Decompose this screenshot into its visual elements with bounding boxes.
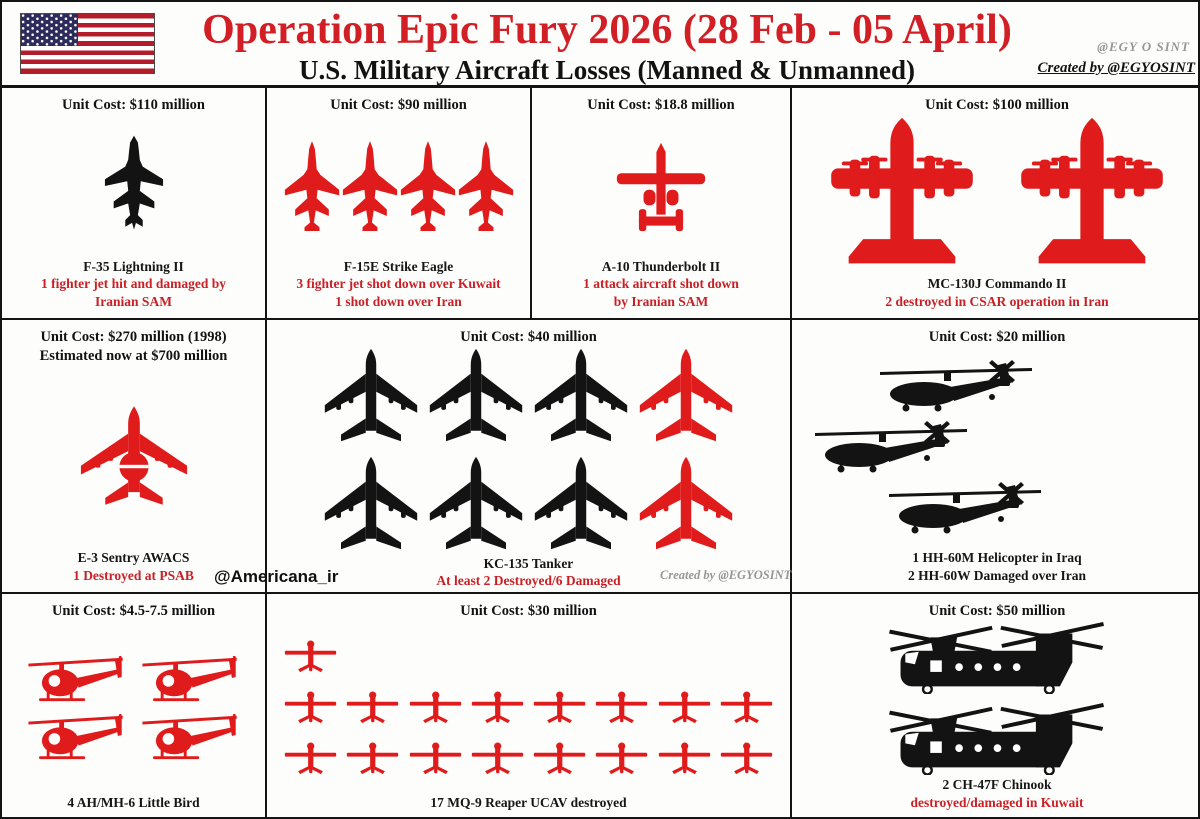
header bbox=[2, 2, 1200, 88]
hh60-icon bbox=[880, 359, 1032, 415]
watermark-americana: @Americana_ir bbox=[214, 567, 339, 586]
mq9-icon bbox=[283, 637, 338, 675]
icon-area-a10 bbox=[536, 115, 786, 258]
icon-row bbox=[283, 139, 515, 235]
mq9-icon bbox=[345, 688, 400, 726]
aircraft-name: 2 CH-47F Chinook bbox=[942, 777, 1052, 793]
loss-line: 3 fighter jet shot down over Kuwait bbox=[296, 276, 501, 292]
loss-line: by Iranian SAM bbox=[613, 293, 709, 309]
unit-cost-label bbox=[925, 96, 1069, 115]
cell-ch47 bbox=[792, 594, 1200, 819]
unit-cost-label bbox=[460, 602, 597, 621]
loss-line: 1 attack aircraft shot down bbox=[583, 276, 739, 292]
icon-row bbox=[777, 420, 1200, 476]
mq9-icon bbox=[657, 739, 712, 777]
mq9-icon bbox=[345, 739, 400, 777]
watermark-kc135-credit: Created by @EGYOSINT bbox=[660, 568, 792, 582]
unit-cost-text-2: Estimated now at $700 million bbox=[39, 347, 228, 364]
icon-row bbox=[828, 115, 1166, 275]
f15-icon bbox=[399, 139, 457, 235]
aircraft-name: A-10 Thunderbolt II bbox=[601, 259, 721, 275]
unit-cost-label bbox=[929, 328, 1066, 347]
unit-cost-text: Unit Cost: $4.5-7.5 million bbox=[51, 603, 216, 619]
caption-e3 bbox=[73, 549, 194, 584]
mq9-icon bbox=[470, 688, 525, 726]
mq9-icon bbox=[408, 688, 463, 726]
icon-row bbox=[321, 455, 736, 555]
f35-icon bbox=[103, 133, 165, 241]
caption-hh60 bbox=[908, 549, 1086, 584]
icon-area-littlebird bbox=[6, 621, 261, 794]
f15-icon bbox=[457, 139, 515, 235]
icon-row bbox=[881, 622, 1113, 694]
mq9-icon bbox=[283, 688, 338, 726]
unit-cost-label bbox=[52, 602, 215, 621]
f15-icon bbox=[283, 139, 341, 235]
kc135-icon bbox=[531, 455, 631, 555]
page-subtitle: U.S. Military Aircraft Losses (Manned & Unmanned) bbox=[299, 55, 915, 85]
caption-mq9 bbox=[430, 794, 626, 811]
unit-cost-label bbox=[929, 602, 1066, 621]
cell-mc130 bbox=[792, 88, 1200, 320]
watermark-egyosint: @EGY O SINT bbox=[1097, 39, 1190, 54]
unit-cost-text: Unit Cost: $110 million bbox=[62, 97, 205, 113]
mq9-icon bbox=[408, 739, 463, 777]
unit-cost-text: Unit Cost: $50 million bbox=[928, 603, 1066, 619]
loss-line: Iranian SAM bbox=[95, 293, 172, 309]
caption-f35 bbox=[41, 258, 226, 310]
loss-line: 1 HH-60M Helicopter in Iraq bbox=[912, 550, 1082, 566]
icon-row bbox=[615, 141, 707, 233]
hh60-icon bbox=[815, 420, 967, 476]
littlebird-icon bbox=[140, 653, 242, 703]
kc135-icon bbox=[426, 455, 526, 555]
littlebird-icon bbox=[26, 653, 128, 703]
icon-row bbox=[283, 637, 774, 675]
loss-line: destroyed/damaged in Kuwait bbox=[910, 794, 1084, 810]
caption-f15 bbox=[296, 258, 500, 310]
unit-cost-label bbox=[330, 96, 467, 115]
unit-cost-text: Unit Cost: $30 million bbox=[460, 603, 597, 619]
kc135-icon bbox=[531, 347, 631, 447]
icon-row bbox=[321, 347, 736, 447]
icon-row bbox=[703, 481, 1200, 537]
unit-cost-label bbox=[587, 96, 734, 115]
unit-cost-label bbox=[62, 96, 205, 115]
cell-e3 bbox=[2, 320, 267, 594]
loss-line: 1 shot down over Iran bbox=[335, 293, 462, 309]
caption-kc135 bbox=[436, 555, 620, 590]
littlebird-icon bbox=[140, 711, 242, 761]
icon-row bbox=[283, 688, 774, 726]
mq9-icon bbox=[594, 739, 649, 777]
kc135-icon bbox=[321, 455, 421, 555]
cell-a10 bbox=[532, 88, 792, 320]
icon-area-f35 bbox=[6, 115, 261, 258]
cell-littlebird bbox=[2, 594, 267, 819]
ch47-icon bbox=[881, 622, 1113, 694]
aircraft-name: F-35 Lightning II bbox=[83, 259, 184, 275]
icon-area-ch47 bbox=[796, 621, 1198, 777]
unit-cost-text: Unit Cost: $40 million bbox=[460, 329, 597, 345]
credit-egyosint: Created by @EGYOSINT bbox=[1037, 60, 1195, 76]
caption-littlebird bbox=[67, 794, 199, 811]
aircraft-name: E-3 Sentry AWACS bbox=[77, 550, 190, 566]
f15-icon bbox=[341, 139, 399, 235]
icon-row bbox=[283, 739, 774, 777]
littlebird-icon bbox=[26, 711, 128, 761]
page-title: Operation Epic Fury 2026 (28 Feb - 05 April) bbox=[202, 7, 1012, 53]
cell-hh60 bbox=[792, 320, 1200, 594]
hh60-icon bbox=[889, 481, 1041, 537]
caption-mc130 bbox=[885, 275, 1108, 310]
caption-ch47 bbox=[910, 776, 1083, 811]
kc135-icon bbox=[321, 347, 421, 447]
icon-area-mc130 bbox=[796, 115, 1198, 276]
mc130-icon bbox=[828, 115, 976, 275]
a10-icon bbox=[615, 141, 707, 233]
e3-icon bbox=[78, 404, 190, 512]
loss-line: 2 HH-60W Damaged over Iran bbox=[908, 567, 1086, 583]
loss-line: 1 fighter jet hit and damaged by bbox=[40, 276, 226, 292]
mq9-icon bbox=[594, 688, 649, 726]
loss-line: At least 2 Destroyed/6 Damaged bbox=[436, 573, 621, 589]
cell-f35 bbox=[2, 88, 267, 320]
mq9-icon bbox=[532, 739, 587, 777]
flag-canton bbox=[21, 14, 78, 46]
ch47-icon bbox=[881, 703, 1113, 775]
mc130-icon bbox=[1018, 115, 1166, 275]
us-flag-icon bbox=[20, 13, 155, 74]
icon-area-f15 bbox=[271, 115, 526, 258]
icon-row bbox=[103, 133, 165, 241]
loss-line: 2 destroyed in CSAR operation in Iran bbox=[885, 293, 1109, 309]
unit-cost-text: Unit Cost: $18.8 million bbox=[587, 97, 735, 113]
icon-area-hh60 bbox=[796, 347, 1198, 550]
unit-cost-label bbox=[460, 328, 597, 347]
mq9-icon bbox=[719, 688, 774, 726]
loss-line: 17 MQ-9 Reaper UCAV destroyed bbox=[430, 794, 627, 810]
caption-a10 bbox=[583, 258, 739, 310]
aircraft-name: MC-130J Commando II bbox=[927, 276, 1067, 292]
loss-line: 1 Destroyed at PSAB bbox=[73, 567, 194, 583]
cell-f15 bbox=[267, 88, 532, 320]
cell-mq9 bbox=[267, 594, 792, 819]
icon-row bbox=[881, 703, 1113, 775]
icon-row bbox=[26, 711, 242, 761]
icon-row bbox=[26, 653, 242, 703]
mq9-icon bbox=[470, 739, 525, 777]
unit-cost-text: Unit Cost: $90 million bbox=[330, 97, 467, 113]
mq9-icon bbox=[532, 688, 587, 726]
mq9-icon bbox=[657, 688, 712, 726]
mq9-icon bbox=[283, 739, 338, 777]
icon-row bbox=[712, 359, 1200, 415]
icon-row bbox=[78, 404, 190, 512]
kc135-icon bbox=[426, 347, 526, 447]
unit-cost-text: Unit Cost: $270 million (1998) bbox=[40, 329, 227, 345]
unit-cost-label bbox=[40, 328, 228, 366]
loss-line: 4 AH/MH-6 Little Bird bbox=[67, 794, 200, 810]
mq9-icon bbox=[719, 739, 774, 777]
icon-area-mq9 bbox=[271, 621, 786, 794]
icon-area-e3 bbox=[6, 366, 261, 550]
unit-cost-text: Unit Cost: $20 million bbox=[928, 329, 1066, 345]
aircraft-name: F-15E Strike Eagle bbox=[343, 259, 454, 275]
aircraft-name: KC-135 Tanker bbox=[483, 555, 574, 571]
unit-cost-text: Unit Cost: $100 million bbox=[925, 97, 1069, 113]
